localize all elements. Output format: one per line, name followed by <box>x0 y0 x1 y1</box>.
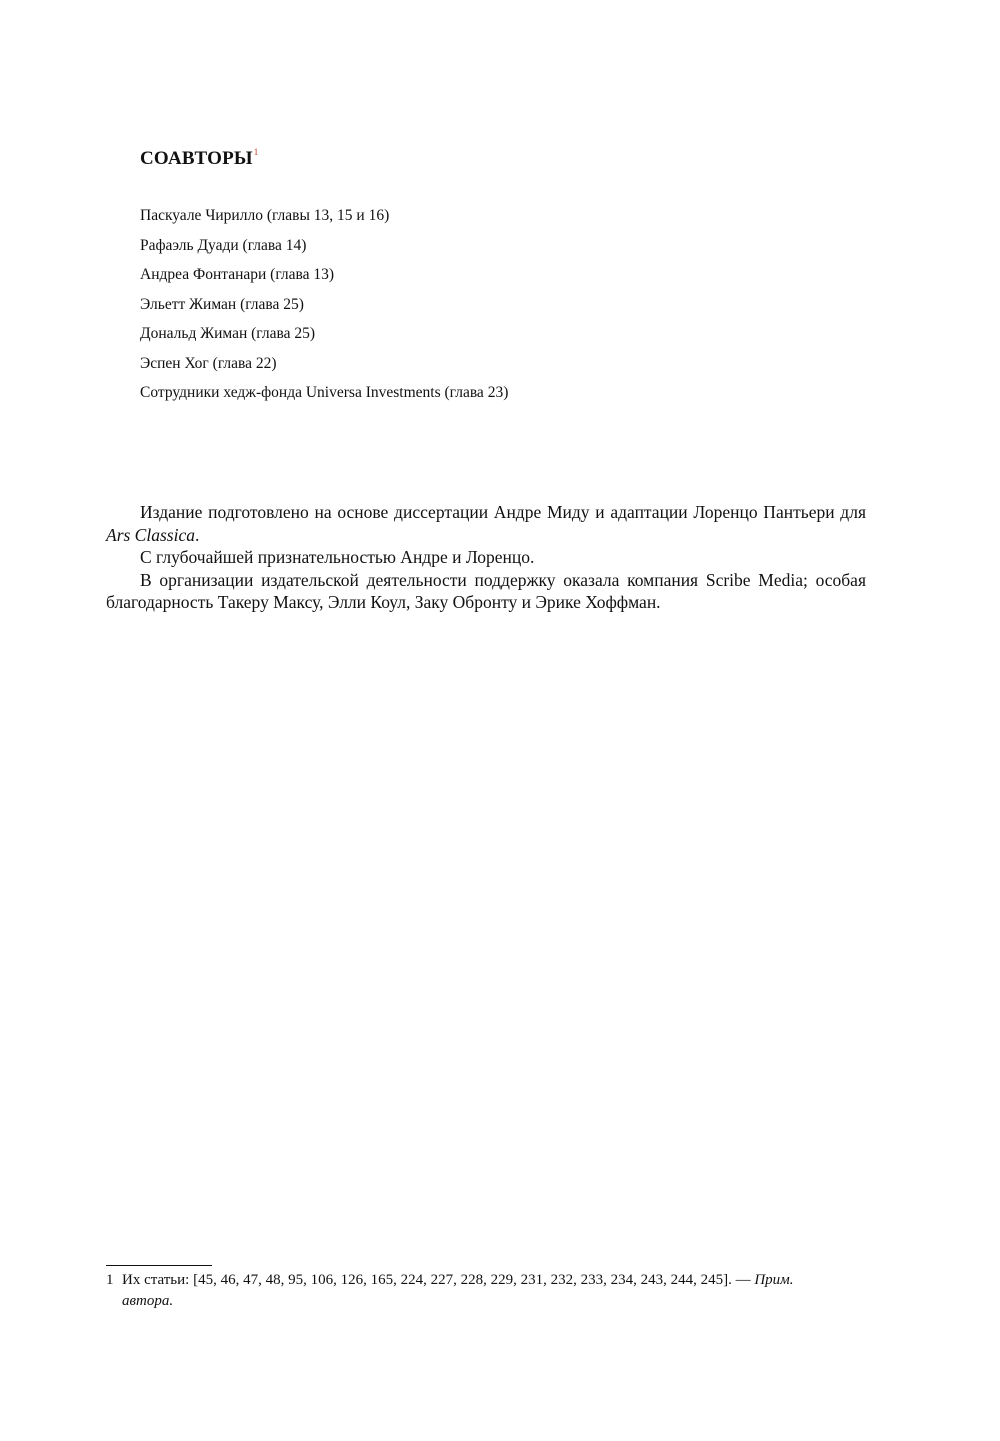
page-title <box>140 147 258 170</box>
list-item: Рафаэль Дуади (глава 14) <box>140 236 307 254</box>
footnote <box>106 1270 866 1312</box>
acknowledgements-text <box>106 501 866 614</box>
list-item: Паскуале Чирилло (главы 13, 15 и 16) <box>140 207 390 224</box>
list-item: Сотрудники хедж-фонда Universa Investments (глава 23) <box>140 384 509 401</box>
paragraph-gratitude: С глубочайшей признательностью Андре и Лоренцо. <box>140 547 535 567</box>
list-item: Андреа Фонтанари (глава 13) <box>140 266 335 283</box>
footnote-divider <box>106 1265 212 1266</box>
footnote-continuation <box>106 1291 866 1312</box>
footnote-line <box>106 1270 866 1291</box>
footnote-note-author: автора. <box>122 1293 174 1309</box>
paragraph-edition-basis <box>106 501 866 546</box>
paragraph-publisher-support: В организации издательской деятельности поддержку оказала компания Scribe Media; особая благодарность Такеру Максу, Элли Коул, Заку Обронту и Эрике Хоффман. <box>106 569 866 612</box>
contributors-list <box>140 205 508 412</box>
footnote-number: 1 <box>106 1272 114 1288</box>
list-item: Эльетт Жиман (глава 25) <box>140 295 304 313</box>
list-item: Дональд Жиман (глава 25) <box>140 325 316 342</box>
list-item: Эспен Хог (глава 22) <box>140 354 277 372</box>
page-title-text: СОАВТОРЫ <box>140 148 253 169</box>
footnote-reference[interactable]: 1 <box>253 147 259 157</box>
footnote-note-label: Прим. <box>754 1272 794 1288</box>
paragraph-end: . <box>194 524 200 545</box>
footnote-text: Их статьи: [45, 46, 47, 48, 95, 106, 126, 165, 224, 227, 228, 229, 231, 232, 233, 234, 243, 244, 245]. — <box>122 1272 755 1288</box>
italic-title: Ars Classica <box>106 524 195 545</box>
paragraph-text: Издание подготовлено на основе диссертации Андре Миду и адаптации Лоренцо Пантьери для <box>140 502 866 522</box>
